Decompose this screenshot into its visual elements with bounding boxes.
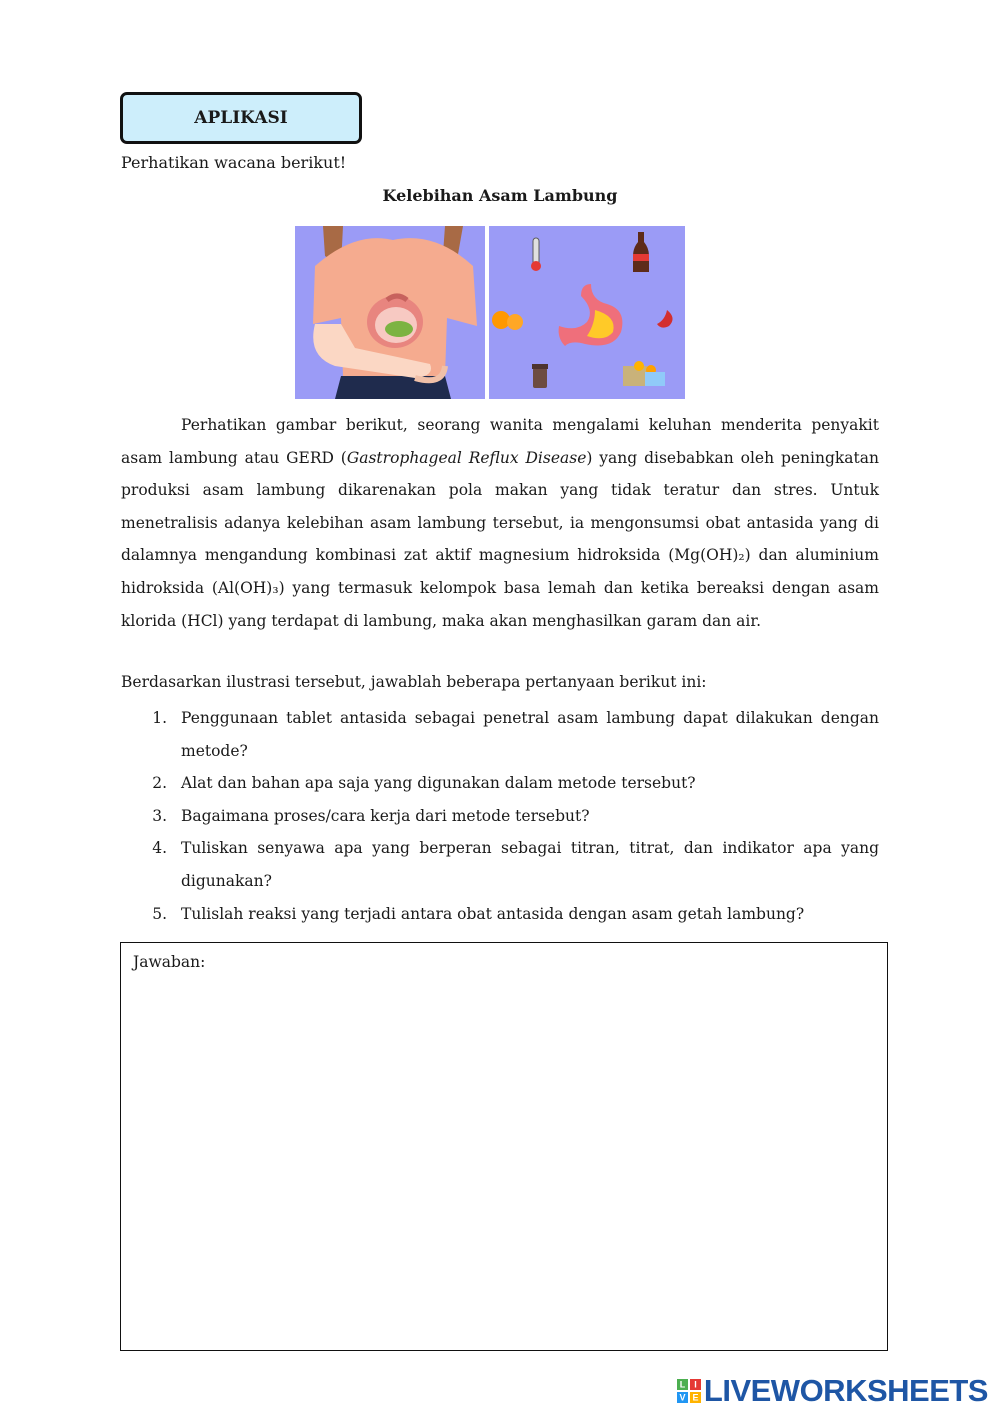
question-text: Alat dan bahan apa saja yang digunakan dalam metode tersebut?: [181, 774, 696, 793]
question-item: [121, 767, 879, 800]
question-item: [121, 800, 879, 833]
questions-intro: Berdasarkan ilustrasi tersebut, jawablah beberapa pertanyaan berikut ini:: [121, 673, 707, 691]
woman-panel: [295, 226, 485, 399]
answer-label: Jawaban:: [133, 953, 206, 971]
section-header-label: APLIKASI: [194, 108, 288, 128]
paragraph-disease-name: Gastrophageal Reflux Disease: [346, 448, 587, 467]
section-header: [120, 92, 362, 144]
liveworksheets-brand-text: LIVEWORKSHEETS: [703, 1373, 988, 1408]
liveworksheets-logo: [677, 1373, 988, 1409]
intro-text: Perhatikan wacana berikut!: [121, 153, 347, 172]
answer-box[interactable]: [120, 942, 888, 1351]
logo-letter: V: [679, 1392, 686, 1403]
question-number: 3.: [152, 806, 167, 825]
logo-letter: E: [692, 1392, 699, 1403]
paragraph-part-1: Perhatikan gambar berikut, seorang wanita mengalami keluhan menderita penyakit asam lambung atau GERD (: [121, 416, 879, 467]
liveworksheets-logo-icon: [677, 1379, 701, 1403]
question-text: Tuliskan senyawa apa yang berperan sebagai titran, titrat, dan indikator apa yang digunakan?: [181, 839, 879, 890]
question-number: 4.: [152, 839, 167, 858]
question-item: [121, 898, 879, 931]
question-list: [121, 702, 879, 930]
question-number: 5.: [152, 904, 167, 923]
question-item: [121, 702, 879, 767]
question-item: [121, 832, 879, 897]
paragraph-part-2: ) yang disebabkan oleh peningkatan produksi asam lambung dikarenakan pola makan yang tidak teratur dan stres. Untuk menetralisis adanya kelebihan asam lambung tersebut, ia mengonsumsi obat antasida yang di dalamnya mengandung kombinasi zat aktif magnesium hidroksida (Mg(OH)₂) dan aluminium hidroksida (Al(OH)₃) yang termasuk kelompok basa lemah dan ketika bereaksi dengan asam klorida (HCl) yang terdapat di lambung, maka akan menghasilkan garam dan air.: [121, 448, 879, 630]
thermometer-icon: [531, 238, 541, 271]
gerd-illustration: [295, 226, 685, 399]
question-number: 2.: [152, 774, 167, 793]
question-text: Bagaimana proses/cara kerja dari metode tersebut?: [181, 806, 590, 825]
article-paragraph: [121, 409, 879, 637]
logo-letter: L: [679, 1379, 686, 1390]
coffee-cup-icon: [532, 364, 548, 388]
logo-letter: I: [694, 1379, 697, 1390]
stomach-panel: [489, 226, 685, 399]
question-text: Penggunaan tablet antasida sebagai penetral asam lambung dapat dilakukan dengan metode?: [181, 709, 879, 760]
question-number: 1.: [152, 709, 167, 727]
question-text: Tulislah reaksi yang terjadi antara obat antasida dengan asam getah lambung?: [181, 904, 805, 923]
article-title: Kelebihan Asam Lambung: [382, 186, 618, 205]
